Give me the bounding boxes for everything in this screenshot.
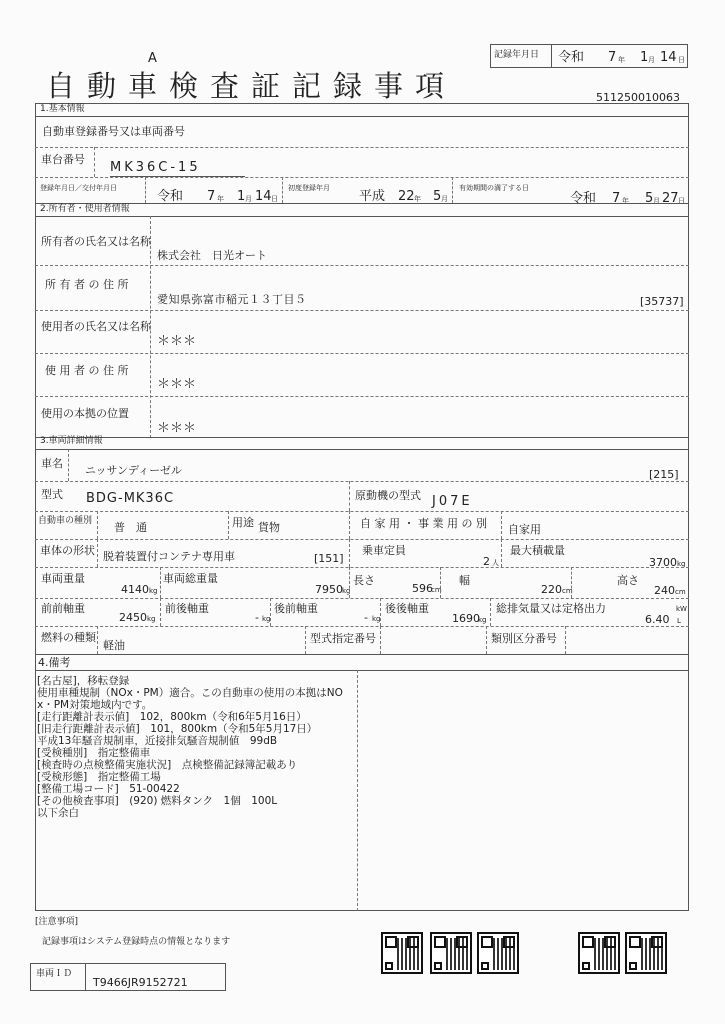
remarks-list xyxy=(37,675,355,819)
capacity-unit: 人 xyxy=(492,559,499,567)
owner-name-label: 所有者の氏名又は名称 xyxy=(41,235,151,248)
maker-label: 車名 xyxy=(41,457,63,470)
expiry-month: 5 xyxy=(645,191,654,206)
section-4-title: 4.備考 xyxy=(38,656,71,669)
first-reg-era: 平成 xyxy=(359,189,386,204)
length-value: 596 xyxy=(412,582,433,595)
reg-date-day: 14 xyxy=(255,189,272,204)
gross-weight-label: 車両総重量 xyxy=(163,572,218,585)
use-label: 用途 xyxy=(232,516,254,529)
owner-address-label: 所 有 者 の 住 所 xyxy=(45,278,129,291)
front-rear-axle-label: 前後軸重 xyxy=(165,602,209,615)
front-rear-axle-value: - xyxy=(255,611,259,624)
user-address-label: 使 用 者 の 住 所 xyxy=(45,364,129,377)
width-value: 220 xyxy=(541,583,562,596)
expiry-day-unit: 日 xyxy=(678,197,685,205)
reg-number-label: 自動車登録番号又は車両番号 xyxy=(42,125,185,138)
chassis-label: 車台番号 xyxy=(41,153,85,166)
page-title: 自動車検査証記録事項 xyxy=(46,69,457,103)
remarks-line: 以下余白 xyxy=(37,807,79,819)
engine-label: 原動機の型式 xyxy=(355,489,421,502)
type-designation-label: 型式指定番号 xyxy=(310,632,376,645)
chassis-value: MK36C-15 xyxy=(110,160,201,175)
model-label: 型式 xyxy=(41,488,63,501)
front-front-axle-unit: kg xyxy=(147,615,156,623)
body-shape-label: 車体の形状 xyxy=(40,544,95,557)
section-1-title: 1.基本情報 xyxy=(40,104,85,114)
length-label: 長さ xyxy=(353,574,375,587)
reg-date-year-unit: 年 xyxy=(217,195,224,203)
front-front-axle-value: 2450 xyxy=(119,611,147,624)
record-date-label: 記録年月日 xyxy=(494,50,540,60)
user-address-value: ＊＊＊ xyxy=(157,377,197,392)
kind-label: 自動車の種別 xyxy=(38,516,93,526)
qr-code-1 xyxy=(381,932,423,974)
displacement-unit-kw: kW xyxy=(676,605,687,613)
remarks-line: [旧走行距離計表示値] 101，800km（令和5年5月17日） xyxy=(37,723,318,735)
record-date-era: 令和 xyxy=(558,50,585,65)
body-shape-code: [151] xyxy=(314,552,344,565)
width-label: 幅 xyxy=(459,574,470,587)
first-reg-month-unit: 月 xyxy=(441,195,448,203)
remarks-line: [整備工場コード] 51-00422 xyxy=(37,783,180,795)
first-reg-year-unit: 年 xyxy=(414,195,421,203)
remarks-line: x・PM対策地域内です。 xyxy=(37,699,153,711)
owner-address-code: [35737] xyxy=(640,295,684,308)
capacity-value: 2 xyxy=(483,555,490,568)
base-location-value: ＊＊＊ xyxy=(157,421,197,436)
rear-rear-axle-value: 1690 xyxy=(452,612,480,625)
expiry-year-unit: 年 xyxy=(622,197,629,205)
maker-code: [215] xyxy=(649,468,679,481)
user-name-label: 使用者の氏名又は名称 xyxy=(41,320,151,333)
copy-mark: A xyxy=(148,51,157,66)
reg-date-era: 令和 xyxy=(157,189,184,204)
front-front-axle-label: 前前軸重 xyxy=(41,602,85,615)
capacity-label: 乗車定員 xyxy=(362,544,406,557)
section-2-title: 2.所有者・使用者情報 xyxy=(40,204,130,214)
displacement-label: 総排気量又は定格出力 xyxy=(496,602,606,615)
vehicle-weight-label: 車両重量 xyxy=(41,572,85,585)
remarks-line: [受検形態] 指定整備工場 xyxy=(37,771,161,783)
height-unit: cm xyxy=(675,588,686,596)
record-date-month: 1 xyxy=(640,50,649,65)
section-3-title: 3.車両詳細情報 xyxy=(40,436,103,446)
rear-front-axle-unit: kg xyxy=(372,615,381,623)
fuel-label: 燃料の種類 xyxy=(41,631,96,644)
displacement-unit-l: L xyxy=(677,617,681,625)
max-load-value: 3700 xyxy=(649,556,677,569)
vehicle-id-value: T9466JR9152721 xyxy=(93,976,188,989)
height-label: 高さ xyxy=(617,574,639,587)
max-load-label: 最大積載量 xyxy=(510,544,565,557)
width-unit: cm xyxy=(562,587,573,595)
vehicle-weight-value: 4140 xyxy=(121,583,149,596)
record-date-month-unit: 月 xyxy=(648,56,655,64)
fuel-value: 軽油 xyxy=(103,639,125,652)
notes-text: 記録事項はシステム登録時点の情報となります xyxy=(42,937,231,947)
qr-code-2 xyxy=(430,932,472,974)
base-location-label: 使用の本拠の位置 xyxy=(41,407,129,420)
class-number-label: 類別区分番号 xyxy=(491,632,557,645)
front-rear-axle-unit: kg xyxy=(262,615,271,623)
remarks-line: [受検種別] 指定整備車 xyxy=(37,747,151,759)
reg-date-month-unit: 月 xyxy=(245,195,252,203)
qr-code-4 xyxy=(578,932,620,974)
notes-title: [注意事項] xyxy=(35,917,79,927)
max-load-unit: kg xyxy=(677,560,686,568)
record-date-year: 7 xyxy=(608,50,617,65)
first-reg-month: 5 xyxy=(433,189,442,204)
body-shape-value: 脱着装置付コンテナ専用車 xyxy=(103,550,235,563)
document-number: 511250010063 xyxy=(596,91,680,104)
rear-rear-axle-label: 後後軸重 xyxy=(385,602,429,615)
private-business-value: 自家用 xyxy=(508,523,541,536)
reg-date-month: 1 xyxy=(237,189,246,204)
first-reg-label: 初度登録年月 xyxy=(288,184,330,192)
reg-date-year: 7 xyxy=(207,189,216,204)
use-value: 貨物 xyxy=(258,521,280,534)
model-value: BDG-MK36C xyxy=(86,491,175,506)
reg-date-label: 登録年月日／交付年月日 xyxy=(40,184,117,192)
qr-code-3 xyxy=(477,932,519,974)
record-date-day-unit: 日 xyxy=(678,56,685,64)
rear-rear-axle-unit: kg xyxy=(478,616,487,624)
remarks-line: 使用車種規制（NOx・PM）適合。この自動車の使用の本拠はNO xyxy=(37,687,343,699)
record-date-year-unit: 年 xyxy=(618,56,625,64)
user-name-value: ＊＊＊ xyxy=(157,334,197,349)
engine-value: J07E xyxy=(432,494,473,509)
height-value: 240 xyxy=(654,584,675,597)
remarks-line: [その他検査事項] (920) 燃料タンク 1個 100L xyxy=(37,795,278,807)
length-unit: cm xyxy=(431,586,442,594)
gross-weight-unit: kg xyxy=(342,587,351,595)
vehicle-weight-unit: kg xyxy=(149,587,158,595)
kind-value: 普 通 xyxy=(114,521,147,534)
expiry-month-unit: 月 xyxy=(653,197,660,205)
qr-code-5 xyxy=(625,932,667,974)
rear-front-axle-value: - xyxy=(364,611,368,624)
expiry-year: 7 xyxy=(612,191,621,206)
remarks-line: [検査時の点検整備実施状況] 点検整備記録簿記載あり xyxy=(37,759,298,771)
expiry-day: 27 xyxy=(662,191,679,206)
remarks-line: [走行距離計表示値] 102，800km（令和6年5月16日） xyxy=(37,711,307,723)
owner-address-value: 愛知県弥富市稲元１３丁目５ xyxy=(157,293,307,306)
maker-value: ニッサンディーゼル xyxy=(85,464,182,477)
first-reg-year: 22 xyxy=(398,189,415,204)
gross-weight-value: 7950 xyxy=(315,583,343,596)
remarks-line: [名古屋]，移転登録 xyxy=(37,675,130,687)
reg-date-day-unit: 日 xyxy=(271,195,278,203)
expiry-label: 有効期間の満了する日 xyxy=(459,184,529,192)
owner-name-value: 株式会社 日光オート xyxy=(157,249,267,262)
vehicle-id-label: 車両ＩＤ xyxy=(36,969,73,979)
displacement-value: 6.40 xyxy=(645,613,670,626)
record-date-day: 14 xyxy=(660,50,677,65)
expiry-era: 令和 xyxy=(570,191,597,206)
remarks-line: 平成13年騒音規制車，近接排気騒音規制値 99dB xyxy=(37,735,278,747)
private-business-label: 自 家 用 ・ 事 業 用 の 別 xyxy=(360,517,487,530)
rear-front-axle-label: 後前軸重 xyxy=(274,602,318,615)
